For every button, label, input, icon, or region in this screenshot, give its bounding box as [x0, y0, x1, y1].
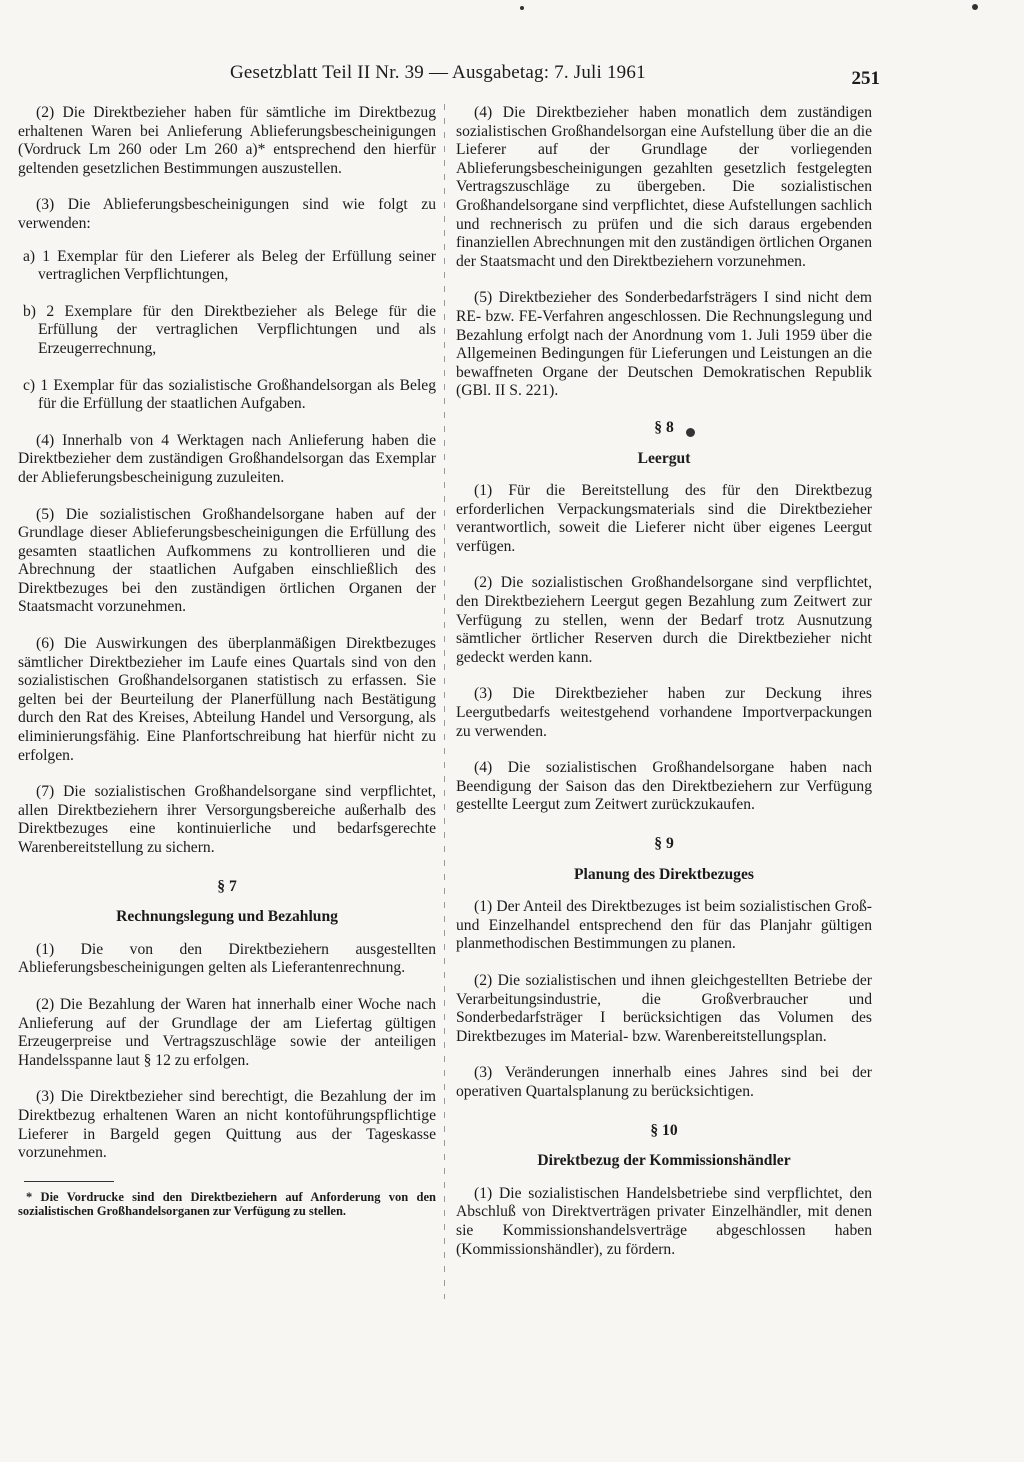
section-7-heading: Rechnungslegung und Bezahlung: [116, 908, 338, 926]
paragraph-6: (6) Die Auswirkungen des überplanmäßigen Direktbezuges sämtlicher Direktbezieher im Laufe eines Quartals sind von den sozialistischen Großhandelsorganen statistisch zu erfassen. Sie gelten bei der Beurteilung der Planerfüllung nach Bestätigung durch den Rat des Kreises, Abteilung Handel und Versorgung, als eliminierungsfähig. Eine Planfortschreibung hat hierfür nicht zu erfolgen.: [18, 635, 436, 764]
list-item-c: c) 1 Exemplar für das sozialistische Großhandelsorgan als Beleg für die Erfüllung der staatlichen Aufgaben.: [23, 376, 436, 413]
footnote-divider: [24, 1181, 114, 1182]
page-header: [230, 62, 880, 94]
section-9-paragraph-2: (2) Die sozialistischen und ihnen gleichgestellten Betriebe der Verarbeitungsindustrie, die Großverbraucher und Sonderbedarfsträger I berücksichtigen das Volumen des Direktbezuges im Material- bzw. Warenbereitstellungsplan.: [456, 971, 872, 1045]
header-title: Gesetzblatt Teil II Nr. 39 — Ausgabetag: 7. Juli 1961: [230, 62, 646, 83]
column-divider: [444, 104, 445, 1299]
section-7-number: § 7: [217, 877, 237, 895]
section-10-number: § 10: [650, 1121, 678, 1139]
section-8-paragraph-2: (2) Die sozialistischen Großhandelsorgane sind verpflichtet, den Direktbeziehern Leergut gegen Bezahlung zum Zeitwert zur Verfügung zu stellen, wenn der Bedarf trotz Ausnutzung sämtlicher örtlicher Reserven durch die Direktbezieher nicht gedeckt werden kann.: [456, 574, 872, 666]
right-column: [456, 104, 872, 1277]
section-7-paragraph-1: (1) Die von den Direktbeziehern ausgestellten Ablieferungsbescheinigungen gelten als Lieferantenrechnung.: [18, 940, 436, 977]
right-paragraph-4: (4) Die Direktbezieher haben monatlich dem zuständigen sozialistischen Großhandelsorgan eine Aufstellung über die an die Lieferer auf der Grundlage der vorliegenden Ablieferungsbescheinigungen gezahlten gesetzlich festgelegten Vertragszuschläge zu übergeben. Die sozialistischen Großhandelsorgane sind verpflichtet, diese Aufstellungen sachlich und rechnerisch zu prüfen und die sich daraus ergebenden finanziellen Abrechnungen mit den zuständigen örtlichen Organen der Staatsmacht und den Direktbeziehern vorzunehmen.: [456, 104, 872, 270]
section-9-paragraph-1: (1) Der Anteil des Direktbezuges ist beim sozialistischen Groß- und Einzelhandel entsprechend den für das Planjahr gültigen planmethodischen Bestimmungen zu planen.: [456, 898, 872, 953]
scan-speck-mark: [520, 6, 524, 10]
section-8-paragraph-3: (3) Die Direktbezieher haben zur Deckung ihres Leergutbedarfs weitestgehend vorhandene Importverpackungen zu verwenden.: [456, 685, 872, 740]
ink-speck-mark: [686, 428, 695, 437]
list-item-a: a) 1 Exemplar für den Lieferer als Beleg der Erfüllung seiner vertraglichen Verpflichtungen,: [23, 247, 436, 284]
paragraph-2: (2) Die Direktbezieher haben für sämtliche im Direktbezug erhaltenen Waren bei Anlieferung Ablieferungsbescheinigungen (Vordruck Lm 260 oder Lm 260 a)* entsprechend den hierfür geltenden gesetzlichen Bestimmungen auszustellen.: [18, 104, 436, 177]
page-number: 251: [851, 68, 880, 89]
left-column: [18, 104, 436, 1218]
paragraph-7: (7) Die sozialistischen Großhandelsorgane sind verpflichtet, allen Direktbeziehern ihrer Versorgungsbereiche außerhalb des Direktbezuges eine kontinuierliche und bedarfsgerechte Warenbereitstellung zu sichern.: [18, 783, 436, 856]
paragraph-3: (3) Die Ablieferungsbescheinigungen sind wie folgt zu verwenden:: [18, 196, 436, 232]
scan-speck-mark: [972, 4, 978, 10]
section-8-paragraph-1: (1) Für die Bereitstellung des für den Direktbezug erforderlichen Verpackungsmaterials sind die Direktbezieher verantwortlich, soweit die Lieferer nicht über eigenes Leergut verfügen.: [456, 482, 872, 555]
section-9-paragraph-3: (3) Veränderungen innerhalb eines Jahres sind bei der operativen Quartalsplanung zu berücksichtigen.: [456, 1064, 872, 1100]
footnote: * Die Vordrucke sind den Direktbeziehern auf Anforderung von den sozialistischen Großhandelsorganen zur Verfügung zu stellen.: [18, 1189, 436, 1218]
section-7-paragraph-2: (2) Die Bezahlung der Waren hat innerhalb einer Woche nach Anlieferung auf der Grundlage der am Liefertag gültigen Erzeugerpreise und Vertragszuschläge sowie der anteiligen Handelsspanne laut § 12 zu erfolgen.: [18, 995, 436, 1069]
section-9-number: § 9: [654, 835, 674, 852]
section-8-paragraph-4: (4) Die sozialistischen Großhandelsorgane haben nach Beendigung der Saison das den Direktbeziehern zur Verfügung gestellte Leergut zum Zeitwert zurückzukaufen.: [456, 759, 872, 814]
section-7-paragraph-3: (3) Die Direktbezieher sind berechtigt, die Bezahlung der im Direktbezug erhaltenen Waren an nicht kontoführungspflichtige Lieferer in Bargeld gegen Quittung aus der Tageskasse vorzunehmen.: [18, 1088, 436, 1162]
paragraph-4: (4) Innerhalb von 4 Werktagen nach Anlieferung haben die Direktbezieher dem zuständigen Großhandelsorgan das Exemplar der Ablieferungsbescheinigung zuzuleiten.: [18, 431, 436, 486]
section-8-heading: Leergut: [637, 449, 691, 467]
right-paragraph-5: (5) Direktbezieher des Sonderbedarfsträgers I sind nicht dem RE- bzw. FE-Verfahren angeschlossen. Die Rechnungslegung und Bezahlung erfolgt nach der Anordnung vom 1. Juli 1959 über die Allgemeinen Bedingungen für Lieferungen und Leistungen an die bewaffneten Organe der Deutschen Demokratischen Republik (GBl. II S. 221).: [456, 289, 872, 400]
section-10-heading: Direktbezug der Kommissionshändler: [537, 1152, 791, 1170]
paragraph-5: (5) Die sozialistischen Großhandelsorgane haben auf der Grundlage dieser Ablieferungsbescheinigungen die Erfüllung des gesamten staatlichen Aufkommens zu kontrollieren und die Abrechnung der staatlichen Aufgaben einschließlich des Direktbezuges bei den zuständigen örtlichen Organen der Staatsmacht vorzunehmen.: [18, 505, 436, 616]
section-8-number: § 8: [654, 418, 674, 436]
section-10-paragraph-1: (1) Die sozialistischen Handelsbetriebe sind verpflichtet, den Abschluß von Direktverträgen privater Einzelhändler, mit denen sie Kommissionshandelsverträge abgeschlossen haben (Kommissionshändler), zu fördern.: [456, 1184, 872, 1258]
list-item-b: b) 2 Exemplare für den Direktbezieher als Belege für die Erfüllung der vertraglichen Verpflichtungen und als Erzeugerrechnung,: [23, 302, 436, 357]
section-9-heading: Planung des Direktbezuges: [574, 865, 754, 883]
